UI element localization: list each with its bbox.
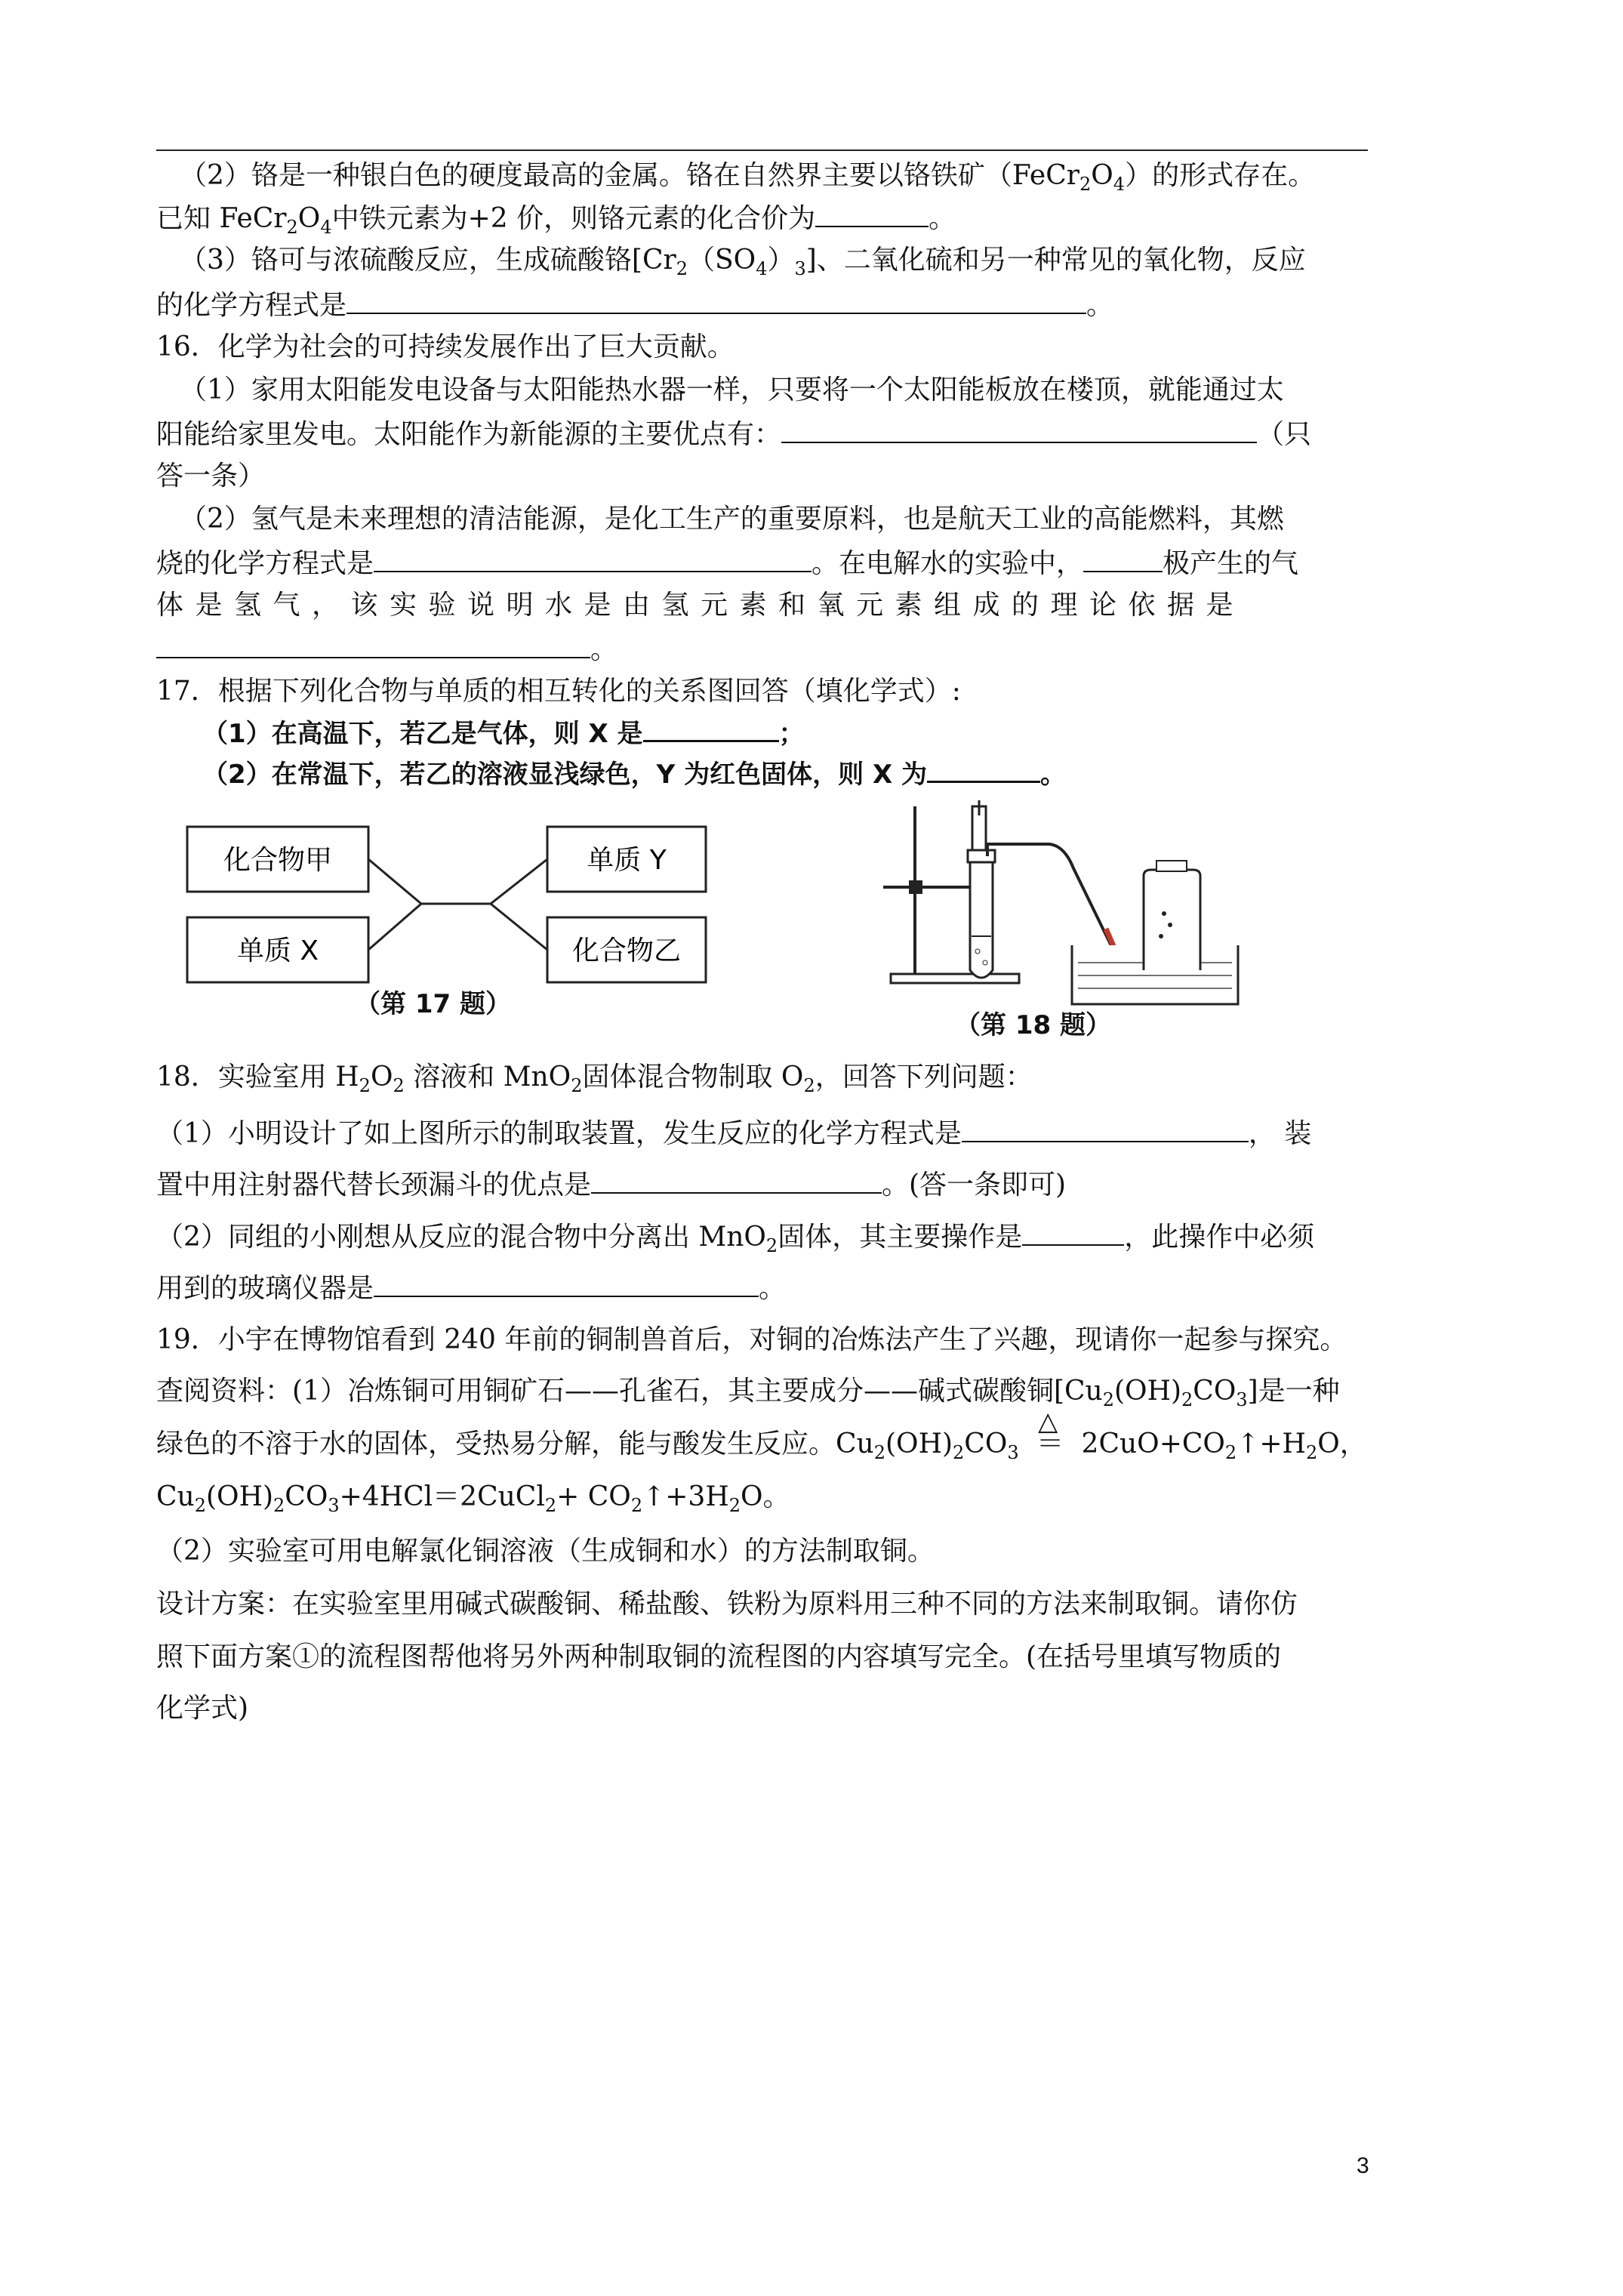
q19-line2: 查阅资料：(1）冶炼铜可用铜矿石——孔雀石，其主要成分——碱式碳酸铜$[Cu_2(OH)_2CO_3]$是一种: [156, 1376, 1340, 1411]
stopper: [968, 850, 995, 862]
q16-2-line4: 。: [156, 630, 1368, 669]
q19-line7: 照下面方案①的流程图帮他将另外两种制取铜的流程图的内容填写完全。(在括号里填写物质的: [156, 1641, 1282, 1672]
q19-title: 19．小宇在博物馆看到 240 年前的铜制兽首后，对铜的冶炼法产生了兴趣，现请你一起参与探究。: [156, 1324, 1347, 1355]
answer-blank-glassware[interactable]: [374, 1268, 759, 1297]
label-element-y: 单质 Y: [587, 845, 667, 876]
answer-blank-electrode[interactable]: [1083, 544, 1163, 572]
q19-line8: 化学式): [156, 1693, 249, 1724]
q16-2-line2: 烧的化学方程式是 。在电解水的实验中， 极产生的气: [156, 544, 1368, 583]
answer-blank-hydrogen-equation[interactable]: [374, 544, 812, 572]
answer-blank-o2-equation[interactable]: [962, 1114, 1249, 1142]
stand-base: [891, 974, 1019, 983]
q19-line5: （2）实验室可用电解氯化铜溶液（生成铜和水）的方法制取铜。: [156, 1536, 935, 1567]
q16-title: 16．化学为社会的可持续发展作出了巨大贡献。: [156, 331, 735, 362]
answer-blank-syringe-advantage[interactable]: [591, 1165, 882, 1194]
q19-line6: 设计方案：在实验室里用碱式碳酸铜、稀盐酸、铁粉为原料用三种不同的方法来制取铜。请你仿: [156, 1589, 1298, 1620]
gas-collection-bottle: [1144, 870, 1200, 970]
q17-2: （2）在常温下，若乙的溶液显浅绿色，Y 为红色固体，则 X 为 。: [202, 754, 1414, 794]
header-rule: [156, 149, 1368, 151]
answer-blank-x-solid[interactable]: [927, 754, 1040, 783]
answer-blank-chromium-equation[interactable]: [346, 285, 1086, 314]
relation-lines: [368, 859, 547, 950]
answer-blank-separation-method[interactable]: [1022, 1217, 1124, 1246]
q17-title: 17．根据下列化合物与单质的相互转化的关系图回答（填化学式）:: [156, 676, 961, 707]
q16-1-line1: （1）家用太阳能发电设备与太阳能热水器一样，只要将一个太阳能板放在楼顶，就能通过太: [180, 374, 1284, 405]
answer-blank-chromium-valence[interactable]: [815, 199, 929, 227]
q16-2-line1: （2）氢气是未来理想的清洁能源，是化工生产的重要原料，也是航天工业的高能燃料，其燃: [180, 504, 1284, 535]
label-compound-jia: 化合物甲: [223, 845, 333, 876]
clamp-knob: [909, 880, 922, 894]
q15-2-line1: （2）铬是一种银白色的硬度最高的金属。铬在自然界主要以铬铁矿$(FeCr_2O_4)$的形式存在。: [180, 160, 1316, 196]
q15-2-line2: 已知 $FeCr_2O_4$中铁元素为+2 价，则铬元素的化合价为 。: [156, 199, 1368, 238]
figure-18-apparatus: [876, 800, 1397, 1019]
answer-blank-theory-basis[interactable]: [156, 630, 590, 658]
label-compound-yi: 化合物乙: [571, 935, 682, 966]
q17-1: （1）在高温下，若乙是气体，则 X 是 ；: [202, 713, 1414, 753]
test-tube: [970, 861, 993, 978]
answer-blank-solar-advantage[interactable]: [781, 415, 1257, 443]
q16-1-line2: 阳能给家里发电。太阳能作为新能源的主要优点有： （只: [156, 415, 1368, 454]
q18-1-line2: 置中用注射器代替长颈漏斗的优点是 。(答一条即可): [156, 1165, 1368, 1204]
label-element-x: 单质 X: [236, 935, 319, 966]
q16-1-line3: 答一条）: [156, 461, 266, 492]
figure-18-caption: （第 18 题）: [955, 1010, 1111, 1040]
q18-2-line1: （2）同组的小刚想从反应的混合物中分离出 MnO$_2$固体，其主要操作是 ，此操作中必须: [156, 1217, 1368, 1256]
page-number: 3: [1357, 2153, 1369, 2178]
q18-2-line2: 用到的玻璃仪器是 。: [156, 1268, 1368, 1308]
q15-3-line2: 的化学方程式是 。: [156, 285, 1368, 325]
q18-1-line1: （1）小明设计了如上图所示的制取装置，发生反应的化学方程式是 ， 装: [156, 1114, 1368, 1153]
q16-2-line3: 体是氢气，该实验说明水是由氢元素和氧元素组成的理论依据是: [156, 590, 1246, 621]
figure-17-caption: （第 17 题）: [355, 989, 511, 1019]
q15-3-line1: （3）铬可与浓硫酸反应，生成硫酸铬$[Cr_2(SO_4)_3]$、二氧化硫和另一种常见的氧化物，反应: [180, 245, 1306, 280]
q18-title: 18．实验室用 $H_2O_2$ 溶液和 MnO$_2$固体混合物制取 $O_2$，回答下列问题：: [156, 1062, 1033, 1097]
answer-blank-x-gas[interactable]: [643, 713, 779, 742]
heating-condition-symbol: △ ＝: [1036, 1407, 1064, 1459]
q19-line4: $Cu_2(OH)_2CO_3+4HCl=2CuCl_2+$ $CO_2↑+3H_2O$。: [156, 1481, 790, 1517]
q19-line3: 绿色的不溶于水的固体，受热易分解，能与酸发生反应。$Cu_2(OH)_2CO_3$ △ ＝ $2CuO+CO_2↑+H_2O$，: [156, 1407, 1367, 1464]
